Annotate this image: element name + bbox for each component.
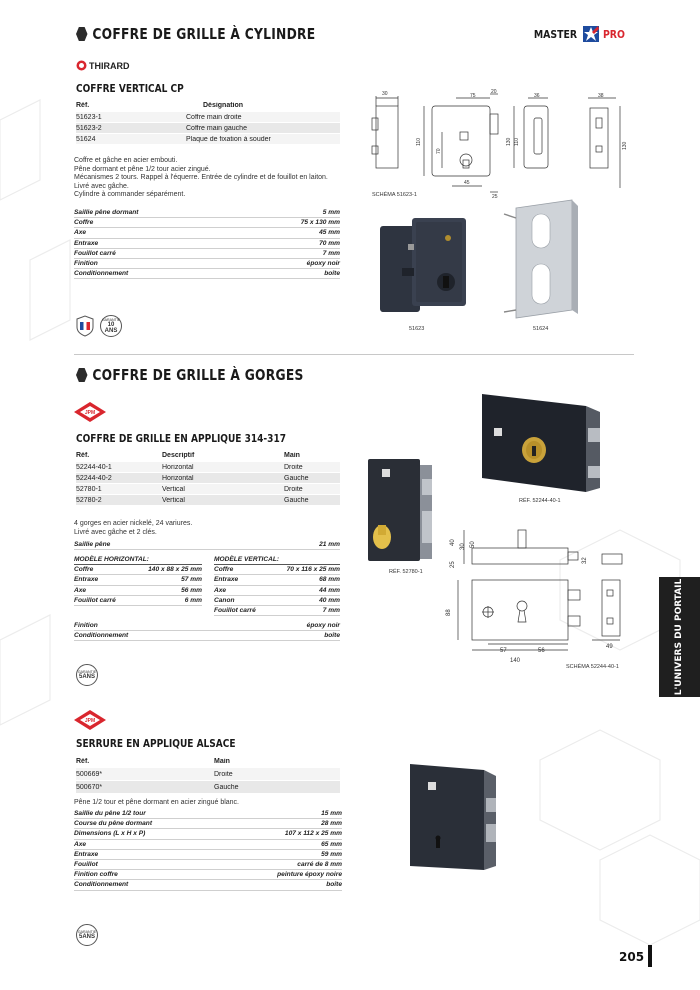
spec-row: Coffre 75 x 130 mm: [74, 218, 340, 228]
spec-group-title: MODÈLE HORIZONTAL:: [74, 555, 202, 565]
a2p-certification-icon: [74, 315, 96, 337]
jpm-logo: [74, 710, 106, 735]
photo-caption-52244-40-1: RÉF. 52244-40-1: [519, 498, 561, 504]
spec-group-title: MODÈLE VERTICAL:: [214, 555, 340, 565]
spec-row: Finition époxy noir: [74, 621, 340, 631]
svg-text:25: 25: [450, 561, 456, 568]
spec-row: Fouillot carré 6 mm: [74, 596, 202, 606]
svg-text:JPM: JPM: [84, 718, 96, 724]
spec-row: Entraxe 70 mm: [74, 239, 340, 249]
svg-text:32: 32: [582, 557, 588, 564]
photo-caption-51623: 51623: [409, 326, 425, 332]
svg-text:20: 20: [491, 89, 497, 95]
spec-row: Finition coffre peinture époxy noire: [74, 870, 342, 880]
table-header: Réf. Descriptif Main: [76, 452, 300, 459]
jpm-logo-icon: [74, 710, 106, 730]
svg-text:70: 70: [436, 148, 442, 154]
table-row: 500670* Gauche: [76, 780, 340, 793]
spec-row: Dimensions (L x H x P) 107 x 112 x 25 mm: [74, 829, 342, 839]
svg-text:49: 49: [606, 644, 613, 650]
table-row: 52780-2 Vertical Gauche: [76, 494, 340, 505]
thirard-logo: THIRARD: [76, 60, 130, 71]
guarantee-10-years-badge: GARANTIE 10 ANS: [100, 315, 122, 337]
spec-row: Fouillot carré de 8 mm: [74, 860, 342, 870]
specs-horizontal: [74, 555, 202, 606]
svg-text:57: 57: [500, 648, 507, 654]
hexagon-bullet-icon: [76, 27, 87, 41]
masterpro-logo: MASTER PRO: [533, 27, 625, 41]
side-tab: L'UNIVERS DU PORTAIL: [659, 577, 700, 697]
saillie-row: [74, 540, 340, 550]
section-divider: [74, 354, 634, 355]
table-header: Réf. Désignation: [76, 102, 244, 109]
svg-text:130: 130: [506, 137, 512, 146]
description-applique-314-317: 4 gorges en acier nickelé, 24 variures. Livré avec gâche et 2 clés.: [74, 520, 193, 536]
page-number: 205: [619, 950, 645, 964]
specs-serrure-alsace: [74, 809, 342, 891]
spec-row: Conditionnement boîte: [74, 631, 340, 641]
table-body: [76, 767, 340, 793]
svg-text:140: 140: [510, 658, 521, 663]
product-photo-52244-40-1: [476, 388, 606, 496]
table-row: 51623-1 Coffre main droite: [76, 111, 340, 122]
spec-row: Finition époxy noir: [74, 259, 340, 269]
product-photo-51624: [498, 198, 588, 326]
description-coffre-vertical: Coffre et gâche en acier embouti. Pêne dormant et pêne 1/2 tour acier zingué. Mécanismes 2 tours. Rappel à l'équerre. Entrée de cylindre et de fouillot en laiton. Livré avec gâche. Cylindre à commander séparément.: [74, 157, 328, 199]
table-row: 52780-1 Vertical Droite: [76, 483, 340, 494]
table-body: [76, 111, 340, 144]
svg-text:36: 36: [534, 93, 540, 99]
technical-drawing-51623: [362, 88, 642, 198]
spec-row: Canon 40 mm: [214, 596, 340, 606]
product-photo-51623: [372, 208, 472, 318]
table-body: [76, 461, 340, 505]
photo-caption-52780-1: RÉF. 52780-1: [389, 569, 423, 575]
photo-caption-51624: 51624: [533, 326, 549, 332]
svg-text:130: 130: [622, 141, 628, 150]
spec-row: Conditionnement boîte: [74, 880, 342, 890]
spec-row: Axe 44 mm: [214, 586, 340, 596]
section-title-gorges: COFFRE DE GRILLE À GORGES: [76, 366, 304, 384]
spec-row: Conditionnement boîte: [74, 269, 340, 279]
schema-caption-51623: SCHÉMA 51623-1: [372, 192, 417, 198]
table-row: 51624 Plaque de fixation à souder: [76, 133, 340, 144]
spec-row: Fouillot carré 7 mm: [214, 606, 340, 616]
svg-text:110: 110: [514, 138, 520, 146]
svg-text:56: 56: [538, 648, 545, 654]
description-serrure-alsace: Pêne 1/2 tour et pêne dormant en acier zingué blanc.: [74, 799, 239, 806]
table-row: 52244-40-1 Horizontal Droite: [76, 461, 340, 472]
table-row: 51623-2 Coffre main gauche: [76, 122, 340, 133]
spec-row: Fouillot carré 7 mm: [74, 249, 340, 259]
section-title-cylindre: COFFRE DE GRILLE À CYLINDRE: [76, 25, 315, 43]
schema-caption-52244-40-1: SCHÉMA 52244-40-1: [566, 664, 619, 670]
table-serrure-alsace: [76, 756, 340, 793]
spec-row: Course du pêne dormant 28 mm: [74, 819, 342, 829]
spec-row: Axe 56 mm: [74, 586, 202, 596]
svg-text:JPM: JPM: [84, 410, 96, 416]
spec-row: Axe 65 mm: [74, 840, 342, 850]
specs-vertical: [214, 555, 340, 616]
svg-text:45: 45: [464, 180, 470, 186]
table-row: 500669* Droite: [76, 767, 340, 780]
hexagon-bullet-icon: [76, 368, 87, 382]
technical-drawing-52244-40-1: [442, 518, 642, 663]
spec-row: Entraxe 68 mm: [214, 575, 340, 585]
spec-row: Entraxe 57 mm: [74, 575, 202, 585]
guarantee-5-years-badge: GARANTIE 5ANS: [76, 924, 98, 946]
thirard-circle-icon: [76, 60, 87, 71]
specs-coffre-vertical: [74, 208, 340, 279]
table-coffre-vertical: [76, 100, 340, 144]
product-title-applique-314-317: COFFRE DE GRILLE EN APPLIQUE 314-317: [76, 432, 287, 445]
svg-text:25: 25: [492, 194, 498, 198]
spec-row: Axe 45 mm: [74, 228, 340, 238]
masterpro-star-icon: [583, 26, 599, 42]
jpm-logo: [74, 402, 106, 427]
product-title-coffre-vertical: COFFRE VERTICAL CP: [76, 82, 184, 95]
svg-text:40: 40: [450, 539, 456, 546]
spec-row: Entraxe 59 mm: [74, 850, 342, 860]
svg-text:30: 30: [460, 543, 466, 550]
product-photo-52780-1: [362, 455, 442, 565]
svg-text:38: 38: [598, 93, 604, 99]
jpm-logo-icon: [74, 402, 106, 422]
spec-row: Saillie pêne 21 mm: [74, 540, 340, 550]
svg-text:88: 88: [446, 609, 452, 616]
table-header: Réf. Main: [76, 758, 230, 765]
table-row: 52244-40-2 Horizontal Gauche: [76, 472, 340, 483]
page-number-bar: [648, 945, 652, 967]
spec-row: Coffre 140 x 88 x 25 mm: [74, 565, 202, 575]
specs-applique-bottom: [74, 621, 340, 641]
spec-row: Saillie pêne dormant 5 mm: [74, 208, 340, 218]
guarantee-5-years-badge: GARANTIE 5ANS: [76, 664, 98, 686]
spec-row: Coffre 70 x 116 x 25 mm: [214, 565, 340, 575]
product-photo-serrure-alsace: [402, 758, 502, 876]
table-applique-314-317: [76, 450, 340, 505]
product-title-serrure-alsace: SERRURE EN APPLIQUE ALSACE: [76, 737, 236, 750]
svg-text:75: 75: [470, 93, 476, 99]
svg-text:50: 50: [470, 541, 476, 548]
svg-text:30: 30: [382, 91, 388, 97]
svg-text:110: 110: [416, 138, 422, 146]
spec-row: Saillie du pêne 1/2 tour 15 mm: [74, 809, 342, 819]
